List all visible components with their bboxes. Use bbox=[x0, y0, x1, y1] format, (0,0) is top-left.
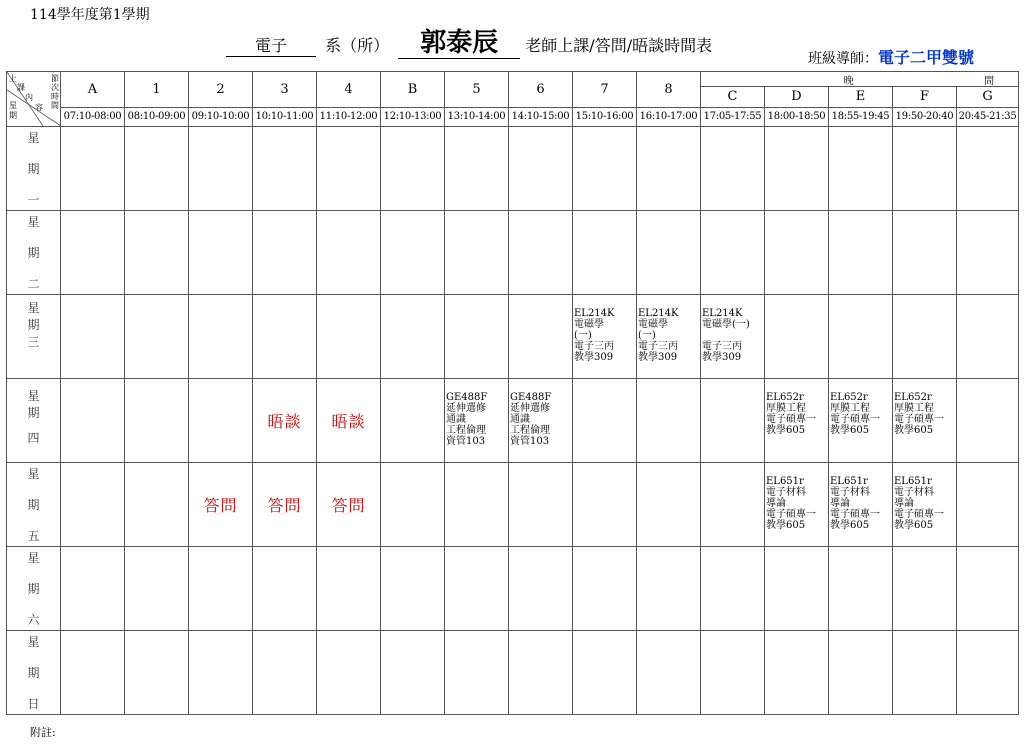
day-label: 星 期 五 bbox=[7, 463, 61, 547]
course-cell: EL652r 厚膜工程 電子碩專一 教學605 bbox=[829, 379, 893, 463]
schedule-cell bbox=[189, 379, 253, 463]
day-row-sat bbox=[7, 547, 1019, 631]
schedule-cell bbox=[509, 211, 573, 295]
period-header: 6 bbox=[509, 72, 573, 108]
period-header: F bbox=[893, 86, 957, 107]
schedule-cell bbox=[61, 127, 125, 211]
course-cell: EL651r 電子材料 導論 電子碩專一 教學605 bbox=[765, 463, 829, 547]
schedule-cell bbox=[509, 547, 573, 631]
day-row-mon bbox=[7, 127, 1019, 211]
schedule-cell bbox=[125, 631, 189, 715]
period-header: 5 bbox=[445, 72, 509, 108]
schedule-cell bbox=[765, 295, 829, 379]
schedule-cell bbox=[381, 211, 445, 295]
schedule-cell bbox=[317, 127, 381, 211]
schedule-cell bbox=[445, 211, 509, 295]
schedule-cell bbox=[509, 631, 573, 715]
time-header: 17:05-17:55 bbox=[701, 107, 765, 126]
time-header: 09:10-10:00 bbox=[189, 107, 253, 126]
course-cell: EL214K 電磁學 (一) 電子三丙 教學309 bbox=[637, 295, 701, 379]
period-header: 2 bbox=[189, 72, 253, 108]
time-header: 10:10-11:00 bbox=[253, 107, 317, 126]
evening-header: 晚 間 bbox=[701, 72, 1019, 87]
schedule-cell bbox=[829, 211, 893, 295]
schedule-cell bbox=[189, 295, 253, 379]
schedule-cell bbox=[381, 463, 445, 547]
schedule-cell bbox=[701, 127, 765, 211]
period-header: 8 bbox=[637, 72, 701, 108]
time-header: 11:10-12:00 bbox=[317, 107, 381, 126]
office-hour-cell: 答問 bbox=[253, 463, 317, 547]
dept-suffix: 系（所） bbox=[325, 36, 390, 55]
schedule-cell bbox=[701, 379, 765, 463]
time-header: 15:10-16:00 bbox=[573, 107, 637, 126]
department-name: 電子 bbox=[226, 33, 316, 57]
period-header: D bbox=[765, 86, 829, 107]
day-label: 星 期 三 bbox=[7, 295, 61, 379]
schedule-cell bbox=[125, 295, 189, 379]
day-label: 星 期 日 bbox=[7, 631, 61, 715]
schedule-cell bbox=[381, 631, 445, 715]
schedule-cell bbox=[637, 127, 701, 211]
schedule-cell bbox=[61, 547, 125, 631]
course-cell: EL214K 電磁學(一) 電子三丙 教學309 bbox=[701, 295, 765, 379]
schedule-cell bbox=[61, 463, 125, 547]
schedule-cell bbox=[829, 127, 893, 211]
schedule-cell bbox=[893, 127, 957, 211]
day-row-tue bbox=[7, 211, 1019, 295]
schedule-cell bbox=[253, 295, 317, 379]
time-header: 16:10-17:00 bbox=[637, 107, 701, 126]
period-header: E bbox=[829, 86, 893, 107]
page-title bbox=[226, 28, 712, 59]
title-suffix: 老師上課/答問/晤談時間表 bbox=[525, 36, 713, 55]
consultation-cell: 晤談 bbox=[253, 379, 317, 463]
schedule-cell bbox=[701, 211, 765, 295]
time-header: 14:10-15:00 bbox=[509, 107, 573, 126]
schedule-cell bbox=[445, 463, 509, 547]
course-cell: EL651r 電子材料 導論 電子碩專一 教學605 bbox=[893, 463, 957, 547]
period-header: 3 bbox=[253, 72, 317, 108]
period-header: 7 bbox=[573, 72, 637, 108]
consultation-cell: 晤談 bbox=[317, 379, 381, 463]
schedule-cell bbox=[957, 295, 1019, 379]
course-cell: EL652r 厚膜工程 電子碩專一 教學605 bbox=[765, 379, 829, 463]
class-mentor bbox=[808, 45, 974, 68]
schedule-cell bbox=[317, 631, 381, 715]
schedule-cell bbox=[829, 295, 893, 379]
header-corner: 上 課 內 容 星 期 節 次 時 間 bbox=[7, 72, 61, 127]
day-label: 星 期 二 bbox=[7, 211, 61, 295]
schedule-cell bbox=[445, 631, 509, 715]
schedule-cell bbox=[189, 631, 253, 715]
schedule-cell bbox=[189, 547, 253, 631]
schedule-cell bbox=[765, 547, 829, 631]
schedule-cell bbox=[765, 127, 829, 211]
semester-label: 114學年度第1學期 bbox=[30, 7, 150, 23]
schedule-cell bbox=[765, 631, 829, 715]
schedule-cell bbox=[509, 127, 573, 211]
period-header: B bbox=[381, 72, 445, 108]
schedule-cell bbox=[957, 379, 1019, 463]
schedule-cell bbox=[61, 295, 125, 379]
schedule-cell bbox=[957, 211, 1019, 295]
schedule-cell bbox=[893, 631, 957, 715]
schedule-cell bbox=[381, 379, 445, 463]
schedule-cell bbox=[61, 631, 125, 715]
time-header: 20:45-21:35 bbox=[957, 107, 1019, 126]
time-header: 18:00-18:50 bbox=[765, 107, 829, 126]
schedule-cell bbox=[573, 211, 637, 295]
schedule-cell bbox=[573, 127, 637, 211]
time-header: 12:10-13:00 bbox=[381, 107, 445, 126]
schedule-cell bbox=[125, 211, 189, 295]
period-header: A bbox=[61, 72, 125, 108]
schedule-cell bbox=[637, 379, 701, 463]
day-label: 星 期 六 bbox=[7, 547, 61, 631]
schedule-cell bbox=[61, 379, 125, 463]
day-row-sun bbox=[7, 631, 1019, 715]
course-cell: EL652r 厚膜工程 電子碩專一 教學605 bbox=[893, 379, 957, 463]
time-header: 19:50-20:40 bbox=[893, 107, 957, 126]
timetable bbox=[6, 71, 1019, 715]
schedule-cell bbox=[957, 631, 1019, 715]
schedule-cell bbox=[445, 127, 509, 211]
schedule-cell bbox=[637, 547, 701, 631]
day-row-thu bbox=[7, 379, 1019, 463]
day-label: 星 期 一 bbox=[7, 127, 61, 211]
schedule-cell bbox=[509, 463, 573, 547]
course-cell: GE488F 延伸選修 通識 工程倫理 資管103 bbox=[445, 379, 509, 463]
schedule-cell bbox=[253, 547, 317, 631]
schedule-cell bbox=[637, 631, 701, 715]
schedule-cell bbox=[125, 127, 189, 211]
schedule-cell bbox=[957, 547, 1019, 631]
schedule-cell bbox=[125, 379, 189, 463]
time-header: 13:10-14:00 bbox=[445, 107, 509, 126]
schedule-cell bbox=[829, 631, 893, 715]
course-cell: GE488F 延伸選修 通識 工程倫理 資管103 bbox=[509, 379, 573, 463]
schedule-cell bbox=[573, 463, 637, 547]
schedule-cell bbox=[317, 295, 381, 379]
schedule-cell bbox=[893, 211, 957, 295]
schedule-cell bbox=[189, 211, 253, 295]
schedule-cell bbox=[637, 463, 701, 547]
course-cell: EL651r 電子材料 導論 電子碩專一 教學605 bbox=[829, 463, 893, 547]
schedule-cell bbox=[381, 547, 445, 631]
schedule-cell bbox=[637, 211, 701, 295]
schedule-cell bbox=[317, 211, 381, 295]
schedule-cell bbox=[893, 547, 957, 631]
schedule-cell bbox=[701, 547, 765, 631]
schedule-cell bbox=[125, 463, 189, 547]
period-header: G bbox=[957, 86, 1019, 107]
schedule-cell bbox=[573, 631, 637, 715]
schedule-cell bbox=[381, 127, 445, 211]
schedule-cell bbox=[893, 295, 957, 379]
schedule-cell bbox=[381, 295, 445, 379]
time-header: 18:55-19:45 bbox=[829, 107, 893, 126]
day-row-wed bbox=[7, 295, 1019, 379]
period-header: C bbox=[701, 86, 765, 107]
footnote: 附註: bbox=[30, 726, 56, 739]
schedule-cell bbox=[445, 547, 509, 631]
schedule-cell bbox=[573, 379, 637, 463]
schedule-cell bbox=[317, 547, 381, 631]
time-header: 08:10-09:00 bbox=[125, 107, 189, 126]
schedule-cell bbox=[701, 631, 765, 715]
period-header: 4 bbox=[317, 72, 381, 108]
day-label: 星 期 四 bbox=[7, 379, 61, 463]
mentor-label: 班級導師： bbox=[808, 51, 878, 67]
course-cell: EL214K 電磁學 (一) 電子三丙 教學309 bbox=[573, 295, 637, 379]
schedule-cell bbox=[61, 211, 125, 295]
schedule-cell bbox=[701, 463, 765, 547]
day-row-fri bbox=[7, 463, 1019, 547]
schedule-cell bbox=[189, 127, 253, 211]
schedule-cell bbox=[125, 547, 189, 631]
schedule-cell bbox=[445, 295, 509, 379]
schedule-cell bbox=[509, 295, 573, 379]
schedule-cell bbox=[253, 631, 317, 715]
time-header: 07:10-08:00 bbox=[61, 107, 125, 126]
schedule-cell bbox=[573, 547, 637, 631]
mentor-class: 電子二甲雙號 bbox=[878, 48, 975, 67]
office-hour-cell: 答問 bbox=[189, 463, 253, 547]
schedule-cell bbox=[765, 211, 829, 295]
period-header: 1 bbox=[125, 72, 189, 108]
schedule-cell bbox=[829, 547, 893, 631]
teacher-name: 郭泰辰 bbox=[398, 28, 520, 59]
schedule-cell bbox=[957, 463, 1019, 547]
office-hour-cell: 答問 bbox=[317, 463, 381, 547]
schedule-cell bbox=[253, 127, 317, 211]
schedule-cell bbox=[957, 127, 1019, 211]
schedule-cell bbox=[253, 211, 317, 295]
